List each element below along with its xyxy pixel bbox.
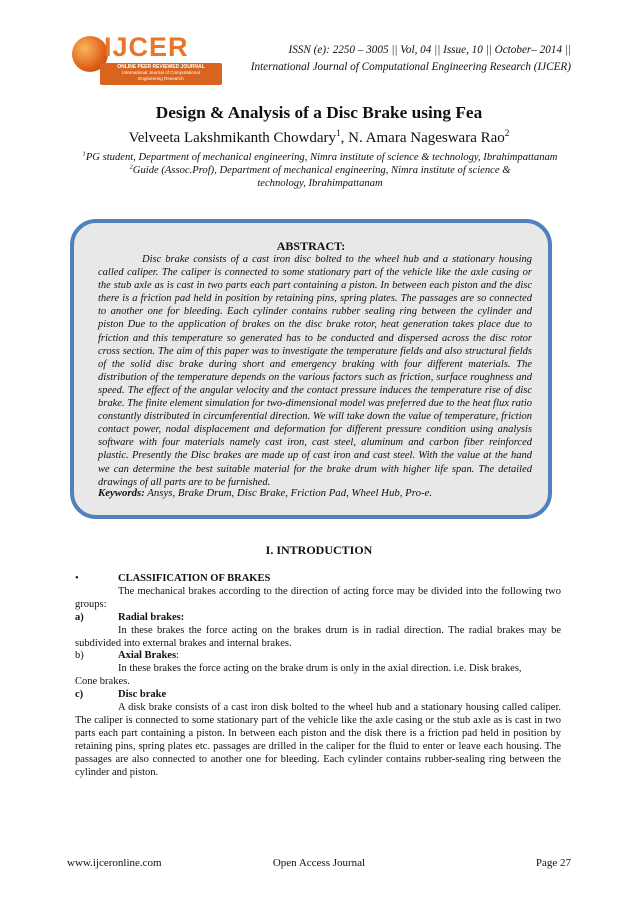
authors [0, 130, 638, 147]
classification-row [75, 573, 561, 586]
logo-banner [100, 63, 222, 85]
logo-name: IJCER [104, 32, 189, 62]
aff-2-sup: 2 [129, 163, 133, 171]
disc-text: A disk brake consists of a cast iron disk bolted to the wheel hub and a stationary housing called caliper. The caliper is connected to some stationary part of the vehicle like the axle casing or the stub axle as is cast in two parts each part containing a piston. In between each piston and the disk there is a friction pad held in position by retaining pins, spring plates etc. passages are drilled in the caliper for the fluid to enter or leave each housing. The passages are also connected to another one for bleeding. Each cylinder contains rubber-sealing ring between the cylinder and piston. [75, 702, 561, 778]
logo-line2: International Journal of Computational [122, 70, 200, 75]
radial-text: In these brakes the force acting on the brakes drum is in radial direction. The radial brakes may be subdivided into external brakes and internal brakes. [75, 624, 561, 649]
abstract-box [70, 219, 552, 519]
abstract-text: Disc brake consists of a cast iron disc bolted to the wheel hub and a stationary housing called caliper. The caliper is connected to some stationary part of the vehicle like the axle casing or the stub axle as is cast in two parts each part containing a piston. In between each piston and the disc there is a friction pad held in position by retaining pins, spring plates. The passages are so connected to another one for bleeding. Each cylinder contains rubber sealing ring between the cylinder and piston Due to the application of brakes on the disc brake rotor, heat generation takes place due to friction and this temperature so generated has to be conducted and dispersed across the disc rotor cross section. The aim of this paper was to investigate the temperature fields and also structural fields of the solid disc brake during short and emergency braking with four different materials. The distribution of the temperature depends on the various factors such as friction, surface roughness and speed. The effect of the angular velocity and the contact pressure induces the temperature rise of disc brake. The finite element simulation for two-dimensional model was preferred due to the heat flux ratio constantly distributed in circumferential direction. We will take down the value of temperature, friction contact power, nodal displacement and deformation for different pressure condition using analysis software with four materials namely cast iron, cast steel, aluminum and carbon fiber reinforced plastic. Presently the Disc brakes are made up of cast iron and cast steel. With the value at the hand we can determine the best suitable material for the brake drum with higher life span. The detailed drawings of all parts are to be furnished. [98, 254, 532, 488]
marker-a: a) [75, 611, 84, 623]
keywords-label: Keywords: [98, 487, 145, 499]
author-1: Velveeta Lakshmikanth Chowdary [128, 130, 337, 146]
classification-text: The mechanical brakes according to the direction of acting force may be divided into the following two groups: [75, 585, 561, 610]
radial-label: Radial brakes: [118, 611, 185, 623]
author-2: , N. Amara Nageswara Rao [340, 130, 505, 146]
header-journal: International Journal of Computational Engineering Research (IJCER) [250, 61, 571, 73]
classification-label: CLASSIFICATION OF BRAKES [118, 573, 271, 584]
affiliation-1 [75, 151, 565, 164]
aff-1-sup: 1 [82, 150, 86, 158]
axial-text: In these brakes the force acting on the brake drum is only in the axial direction. i.e. Disk brakes, [118, 663, 522, 675]
journal-logo [72, 30, 228, 88]
axial-text-2: Cone brakes. [75, 676, 130, 688]
affiliation-2 [110, 164, 530, 190]
section-body [75, 573, 561, 780]
aff-1-text: PG student, Department of mechanical engineering, Nimra institute of science & technology, Ibrahimpattanam [85, 152, 558, 163]
axial-row [75, 650, 561, 663]
footer-page: Page 27 [535, 857, 571, 869]
abstract-heading: ABSTRACT: [276, 239, 346, 253]
keywords [98, 487, 532, 499]
radial-row [75, 612, 561, 625]
disc-row [75, 689, 561, 702]
logo-line3: Engineering Research [138, 76, 184, 81]
axial-label: Axial Brakes [118, 650, 177, 662]
bullet: • [75, 573, 79, 584]
marker-b: b) [75, 650, 84, 662]
paper-title: Design & Analysis of a Disc Brake using Fea [155, 103, 483, 122]
disc-label: Disc brake [118, 689, 167, 701]
marker-c: c) [75, 689, 84, 701]
section-heading: I. INTRODUCTION [265, 543, 373, 557]
logo-tagline: ONLINE PEER REVIEWED JOURNAL [117, 64, 205, 70]
author-1-sup: 1 [336, 129, 341, 139]
header-issn: ISSN (e): 2250 – 3005 || Vol, 04 || Issue, 10 || October– 2014 || [288, 44, 571, 56]
footer-center: Open Access Journal [272, 857, 366, 869]
keywords-text: Ansys, Brake Drum, Disc Brake, Friction Pad, Wheel Hub, Pro-e. [144, 487, 433, 499]
axial-colon: : [176, 650, 179, 662]
author-2-sup: 2 [504, 129, 510, 139]
footer-website[interactable]: www.ijceronline.com [67, 857, 162, 869]
aff-2-text: Guide (Assoc.Prof), Department of mechanical engineering, Nimra institute of science & technology, Ibrahimpattanam [132, 165, 511, 189]
